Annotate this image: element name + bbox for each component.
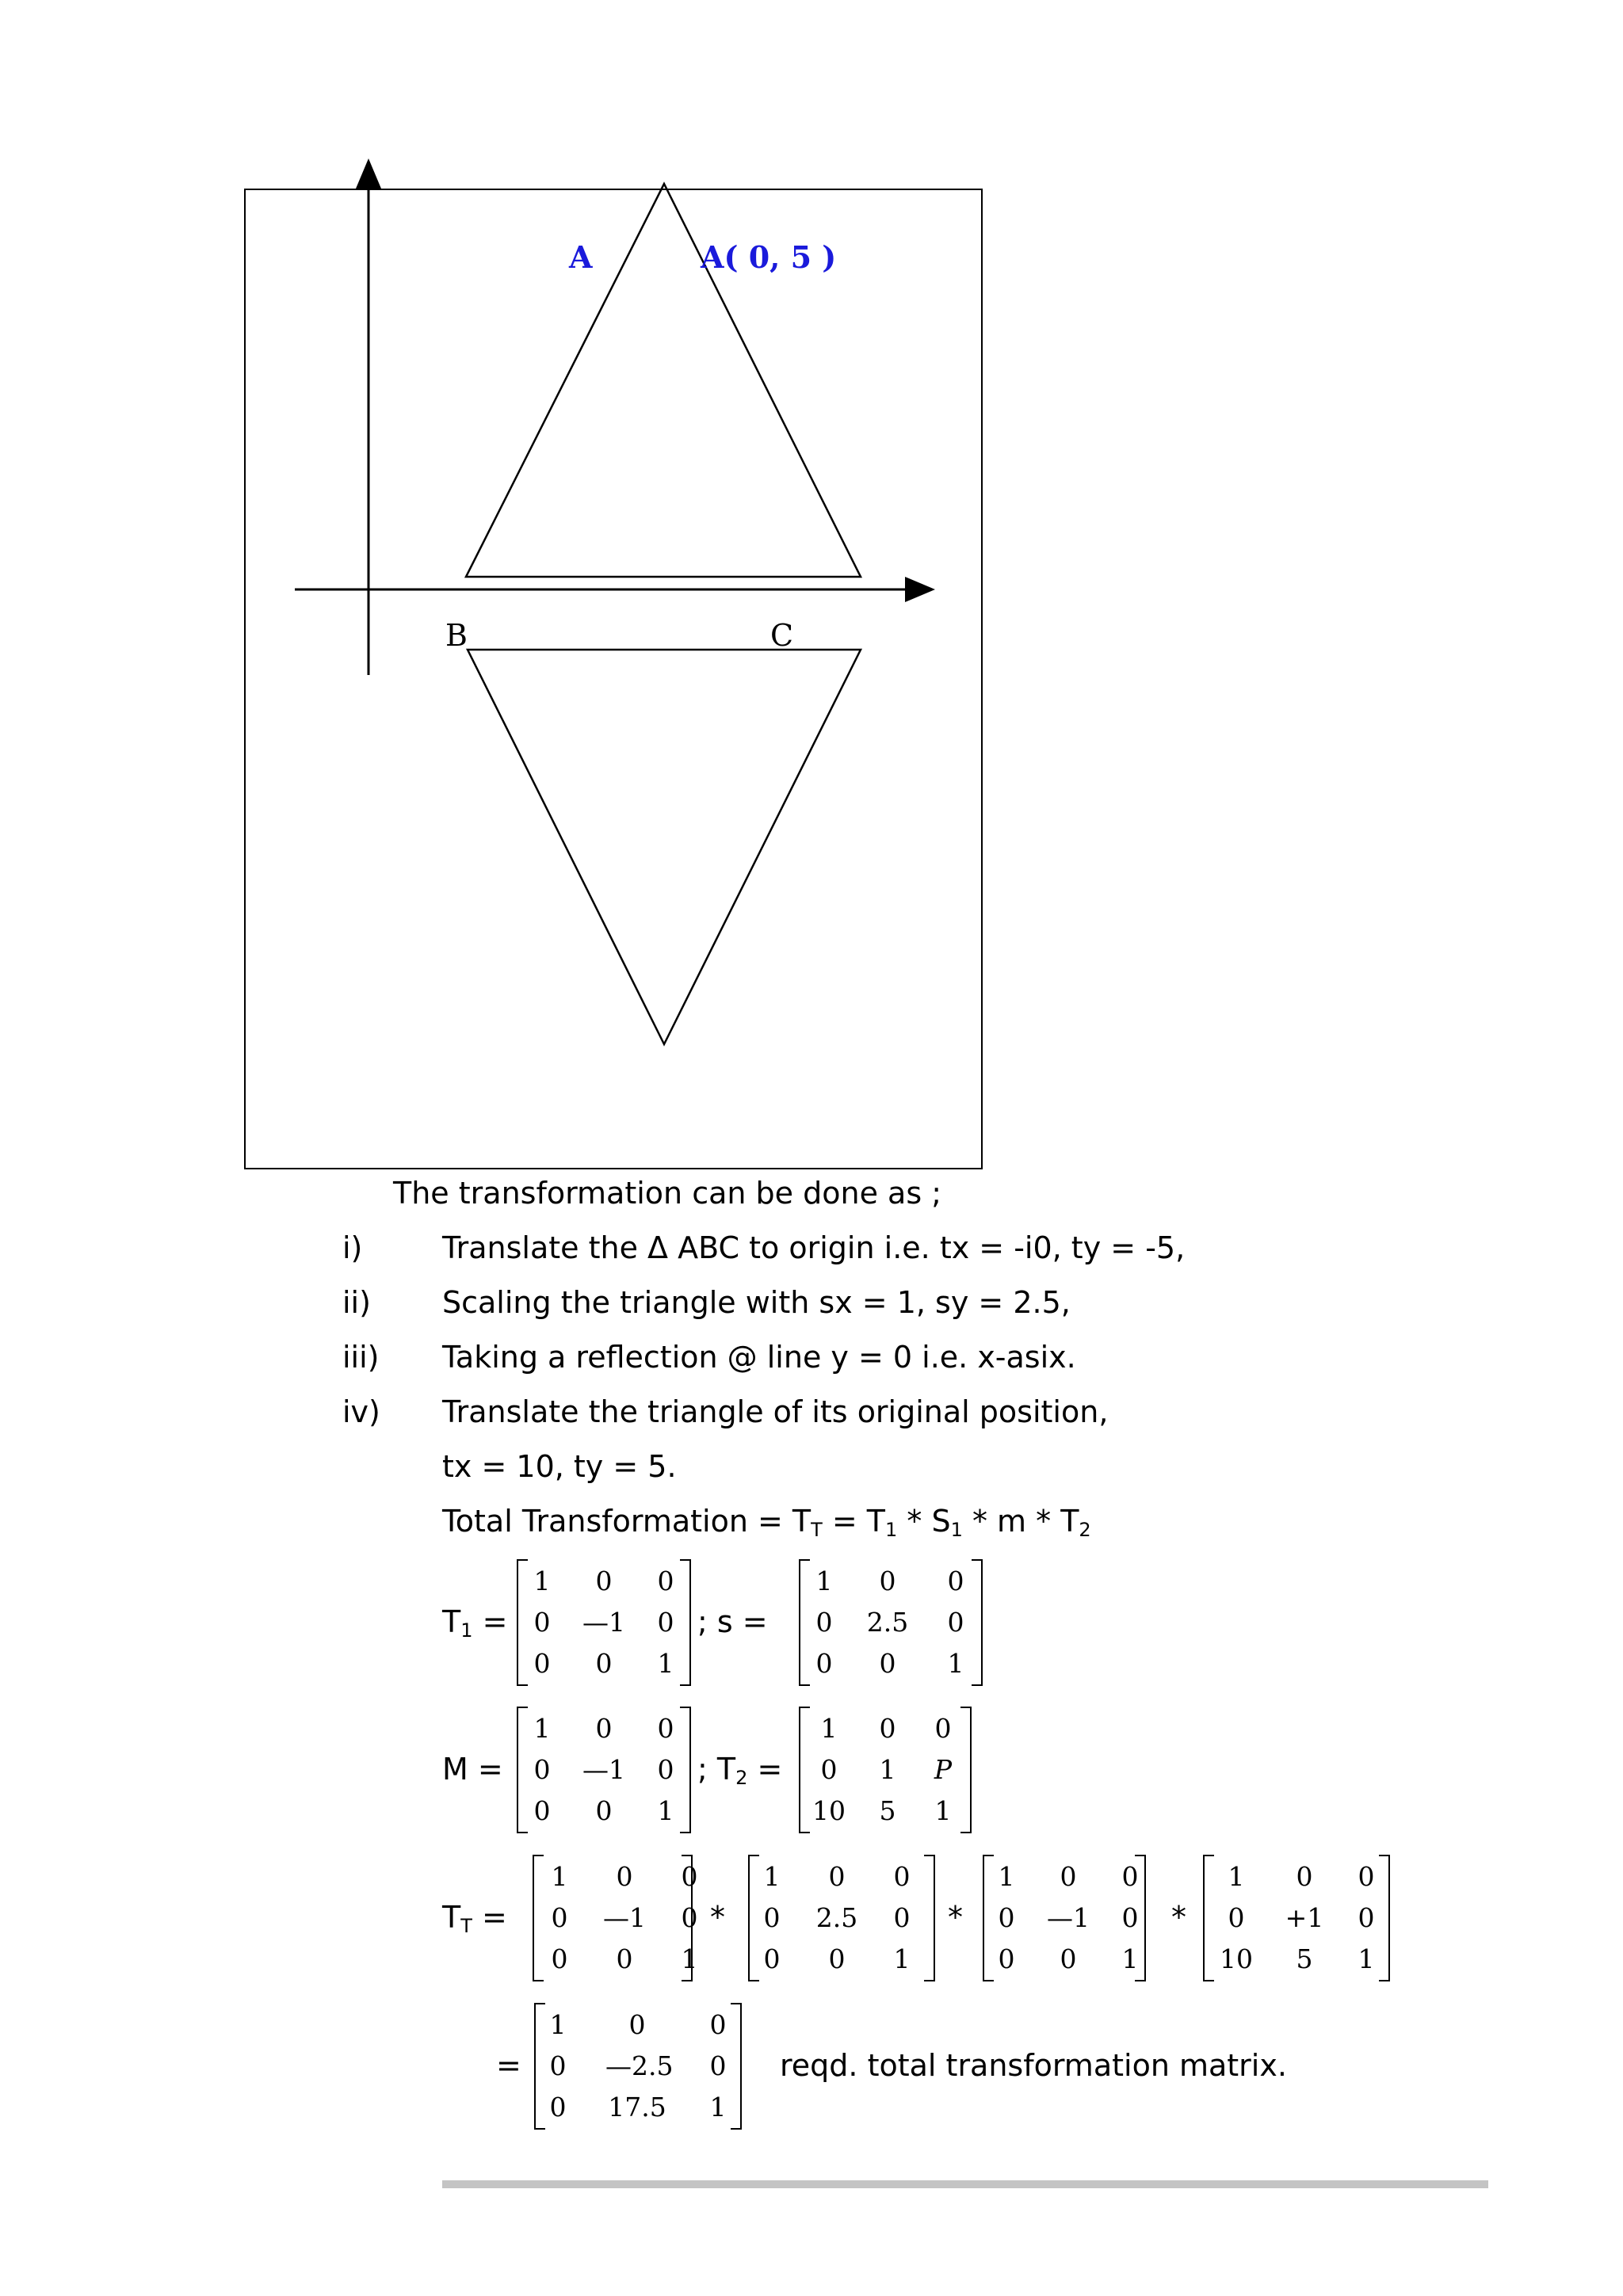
- total-transformation-line: Total Transformation = $T_T = T_1 * S_1 * m * T_2$: [442, 1504, 1091, 1541]
- matrix-cell: 1: [879, 1754, 896, 1785]
- matrix-cell: 0: [533, 1648, 551, 1679]
- step-continuation: tx = 10, ty = 5.: [442, 1449, 677, 1484]
- matrix-s: [799, 1559, 983, 1686]
- s-label: ; s =: [697, 1604, 768, 1639]
- matrix-cell: 0: [828, 1943, 846, 1974]
- matrix-cell: 0: [657, 1607, 674, 1638]
- matrix-cell: 0: [657, 1713, 674, 1744]
- matrix-cell: 0: [998, 1943, 1015, 1974]
- multiply-symbol: *: [1171, 1900, 1186, 1935]
- matrix-cell: 1: [893, 1943, 911, 1974]
- matrix-cell: 0: [820, 1754, 838, 1785]
- label-a: A: [569, 239, 593, 275]
- step-text: Translate the Δ ABC to origin i.e. tx = -i0, ty = -5,: [442, 1230, 1186, 1265]
- matrix-cell: 0: [628, 2009, 646, 2040]
- matrix-cell: 0: [595, 1648, 613, 1679]
- matrix-cell: 1: [815, 1566, 833, 1596]
- matrix-cell: —1: [582, 1754, 625, 1785]
- matrix-cell: 1: [998, 1861, 1015, 1892]
- steps-intro: The transformation can be done as ;: [393, 1176, 941, 1211]
- matrix-cell: —1: [1047, 1902, 1090, 1933]
- matrix-cell: 0: [828, 1861, 846, 1892]
- m-label: M =: [442, 1752, 503, 1787]
- matrix-cell: —1: [603, 1902, 646, 1933]
- matrix-cell: 0: [1121, 1861, 1139, 1892]
- matrix-cell: 2.5: [815, 1902, 858, 1933]
- matrix-cell: 1: [934, 1795, 952, 1826]
- matrix-cell: 0: [879, 1566, 896, 1596]
- matrix-t2: [799, 1707, 972, 1833]
- matrix-cell: 0: [1060, 1943, 1077, 1974]
- x-axis-arrow: [905, 577, 935, 602]
- matrix-cell: 1: [709, 2092, 727, 2122]
- footer-rule: [442, 2180, 1488, 2188]
- label-c: C: [770, 618, 794, 653]
- matrix-cell: 1: [681, 1943, 698, 1974]
- step-number: iv): [342, 1394, 380, 1429]
- matrix-tt-factor-3: [983, 1855, 1146, 1981]
- matrix-cell: 1: [820, 1713, 838, 1744]
- matrix-cell: 1: [763, 1861, 781, 1892]
- matrix-cell: 1: [657, 1648, 674, 1679]
- matrix-cell: 1: [533, 1713, 551, 1744]
- tt-label: $T_T$ =: [442, 1900, 507, 1937]
- matrix-cell: 0: [1358, 1902, 1375, 1933]
- matrix-cell: 1: [533, 1566, 551, 1596]
- step-text: Translate the triangle of its original position,: [442, 1394, 1109, 1429]
- matrix-cell: 0: [1060, 1861, 1077, 1892]
- matrix-cell: 2.5: [866, 1607, 909, 1638]
- matrix-cell: 1: [1358, 1943, 1375, 1974]
- matrix-cell: 0: [681, 1861, 698, 1892]
- result-note: reqd. total transformation matrix.: [780, 2048, 1287, 2083]
- step-text: Scaling the triangle with sx = 1, sy = 2.5,: [442, 1285, 1071, 1320]
- matrix-cell: 5: [1296, 1943, 1313, 1974]
- matrix-cell: 0: [879, 1713, 896, 1744]
- matrix-tt-factor-2: [748, 1855, 935, 1981]
- matrix-cell: 5: [879, 1795, 896, 1826]
- matrix-cell: 1: [657, 1795, 674, 1826]
- matrix-result: [534, 2003, 742, 2130]
- matrix-cell: —2.5: [605, 2050, 674, 2081]
- matrix-cell: 0: [616, 1861, 633, 1892]
- matrix-cell: P: [934, 1754, 953, 1785]
- t2-label: ; $T_2$ =: [697, 1752, 783, 1789]
- matrix-cell: 0: [549, 2050, 567, 2081]
- y-axis-arrow: [356, 158, 381, 189]
- matrix-cell: —1: [582, 1607, 625, 1638]
- matrix-cell: 0: [1358, 1861, 1375, 1892]
- step-number: i): [342, 1230, 363, 1265]
- matrix-cell: 0: [815, 1648, 833, 1679]
- step-number: iii): [342, 1340, 380, 1375]
- matrix-cell: 10: [812, 1795, 846, 1826]
- label-a-coordinates: A( 0, 5 ): [701, 239, 837, 275]
- matrix-t1: [517, 1559, 691, 1686]
- matrix-cell: 0: [709, 2050, 727, 2081]
- matrix-cell: 1: [1121, 1943, 1139, 1974]
- matrix-cell: 0: [549, 2092, 567, 2122]
- matrix-cell: 0: [934, 1713, 952, 1744]
- matrix-cell: 0: [533, 1607, 551, 1638]
- step-number: ii): [342, 1285, 371, 1320]
- matrix-cell: 0: [709, 2009, 727, 2040]
- matrix-cell: 0: [595, 1795, 613, 1826]
- matrix-cell: +1: [1285, 1902, 1324, 1933]
- matrix-cell: 0: [815, 1607, 833, 1638]
- matrix-cell: 0: [947, 1607, 964, 1638]
- matrix-cell: 0: [657, 1566, 674, 1596]
- matrix-cell: 0: [893, 1861, 911, 1892]
- matrix-cell: 0: [1121, 1902, 1139, 1933]
- matrix-cell: 0: [551, 1902, 568, 1933]
- matrix-m: [517, 1707, 691, 1833]
- matrix-cell: 0: [763, 1943, 781, 1974]
- matrix-cell: 0: [947, 1566, 964, 1596]
- matrix-cell: 0: [595, 1566, 613, 1596]
- t1-label: $T_1$ =: [442, 1604, 508, 1642]
- matrix-cell: 1: [549, 2009, 567, 2040]
- matrix-cell: 0: [763, 1902, 781, 1933]
- matrix-cell: 0: [1296, 1861, 1313, 1892]
- matrix-cell: 10: [1220, 1943, 1253, 1974]
- matrix-cell: 1: [947, 1648, 964, 1679]
- matrix-cell: 0: [893, 1902, 911, 1933]
- matrix-tt-factor-4: [1203, 1855, 1390, 1981]
- matrix-tt-factor-1: [533, 1855, 698, 1981]
- result-equals: =: [496, 2048, 521, 2083]
- matrix-cell: 0: [657, 1754, 674, 1785]
- matrix-cell: 0: [681, 1902, 698, 1933]
- matrix-cell: 0: [616, 1943, 633, 1974]
- matrix-cell: 0: [1228, 1902, 1245, 1933]
- matrix-cell: 0: [533, 1795, 551, 1826]
- matrix-cell: 0: [879, 1648, 896, 1679]
- matrix-cell: 0: [533, 1754, 551, 1785]
- step-text: Taking a reflection @ line y = 0 i.e. x-asix.: [442, 1340, 1076, 1375]
- matrix-cell: 1: [551, 1861, 568, 1892]
- matrix-cell: 1: [1228, 1861, 1245, 1892]
- matrix-cell: 0: [595, 1713, 613, 1744]
- matrix-cell: 0: [998, 1902, 1015, 1933]
- multiply-symbol: *: [948, 1900, 963, 1935]
- triangle-reflected: [468, 650, 861, 1044]
- label-b: B: [445, 618, 468, 653]
- multiply-symbol: *: [710, 1900, 725, 1935]
- matrix-cell: 0: [551, 1943, 568, 1974]
- matrix-cell: 17.5: [608, 2092, 666, 2122]
